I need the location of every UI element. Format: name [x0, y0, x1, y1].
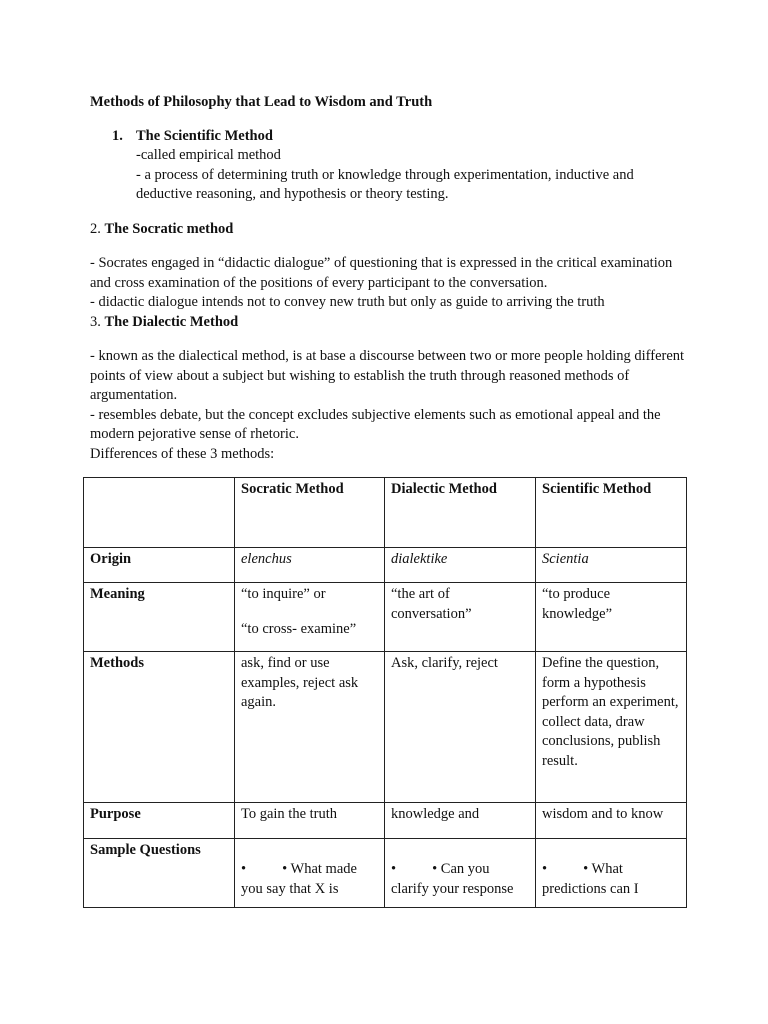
- table-cell: “the art of conversation”: [385, 583, 536, 652]
- section-line: - a process of determining truth or knowledge through experimentation, inductive and deductive reasoning, and hypothesis or theory testing.: [136, 166, 634, 202]
- row-label: Meaning: [84, 583, 235, 652]
- cell-line: “to cross- examine”: [241, 620, 357, 637]
- table-row: [84, 652, 687, 803]
- bullet: •: [391, 861, 397, 877]
- table-cell: [385, 839, 536, 908]
- table-header-cell: Socratic Method: [235, 478, 385, 548]
- table-cell: To gain the truth: [235, 803, 385, 839]
- question-text: • What made you say that X is: [241, 861, 357, 897]
- section-line: - Socrates engaged in “didactic dialogue” of questioning that is expressed in the critical examination and cross examination of the positions of every participant to the conversation.: [90, 255, 673, 291]
- bullet: •: [241, 861, 247, 877]
- table-cell: [235, 583, 385, 652]
- table-cell: elenchus: [235, 548, 385, 583]
- table-row: [84, 583, 687, 652]
- row-label: Origin: [84, 548, 235, 583]
- table-row: [84, 548, 687, 583]
- table-cell: [235, 839, 385, 908]
- table-header-cell: Scientific Method: [536, 478, 687, 548]
- table-cell: Scientia: [536, 548, 687, 583]
- differences-intro: Differences of these 3 methods:: [90, 445, 275, 462]
- section-line: - resembles debate, but the concept excludes subjective elements such as emotional appeal and the modern pejorative sense of rhetoric.: [90, 406, 661, 442]
- section-socratic-heading: [90, 220, 690, 240]
- section-number: 2.: [90, 220, 101, 237]
- cell-line: [542, 860, 680, 899]
- table-cell: knowledge and: [385, 803, 536, 839]
- section-dialectic-heading: [90, 313, 690, 333]
- cell-line: [241, 860, 378, 899]
- section-scientific: [90, 127, 690, 205]
- bullet: •: [542, 861, 548, 877]
- section-heading: The Socratic method: [104, 220, 234, 237]
- table-cell: “to produce knowledge”: [536, 583, 687, 652]
- cell-line: [391, 860, 529, 899]
- comparison-table: [83, 477, 687, 908]
- section-line: - known as the dialectical method, is at base a discourse between two or more people holding different points of view about a subject but wishing to establish the truth through reasoned methods of argumentation.: [90, 348, 685, 403]
- table-header-row: [84, 478, 687, 548]
- document-title: Methods of Philosophy that Lead to Wisdom and Truth: [90, 94, 433, 110]
- cell-line: “to inquire” or: [241, 586, 326, 602]
- table-cell: Define the question, form a hypothesis perform an experiment, collect data, draw conclusions, publish result.: [536, 652, 687, 803]
- table-cell: Ask, clarify, reject: [385, 652, 536, 803]
- table-cell: [536, 839, 687, 908]
- section-heading: The Scientific Method: [136, 127, 273, 144]
- question-text: • Can you clarify your response: [391, 861, 514, 897]
- section-line: -called empirical method: [136, 147, 281, 163]
- table-cell: dialektike: [385, 548, 536, 583]
- table-header-cell: Dialectic Method: [385, 478, 536, 548]
- section-heading: The Dialectic Method: [104, 313, 239, 330]
- row-label: Purpose: [84, 803, 235, 839]
- row-label: Sample Questions: [84, 839, 235, 908]
- row-label: Methods: [84, 652, 235, 803]
- table-row: [84, 839, 687, 908]
- table-cell: ask, find or use examples, reject ask again.: [235, 652, 385, 803]
- table-row: [84, 803, 687, 839]
- section-number: 3.: [90, 313, 101, 330]
- table-header-cell: [84, 478, 235, 548]
- table-cell: wisdom and to know: [536, 803, 687, 839]
- question-text: • What predictions can I: [542, 861, 639, 897]
- document-body: [90, 93, 690, 464]
- section-number: 1.: [112, 127, 123, 144]
- section-line: - didactic dialogue intends not to convey new truth but only as guide to arriving the truth: [90, 294, 605, 310]
